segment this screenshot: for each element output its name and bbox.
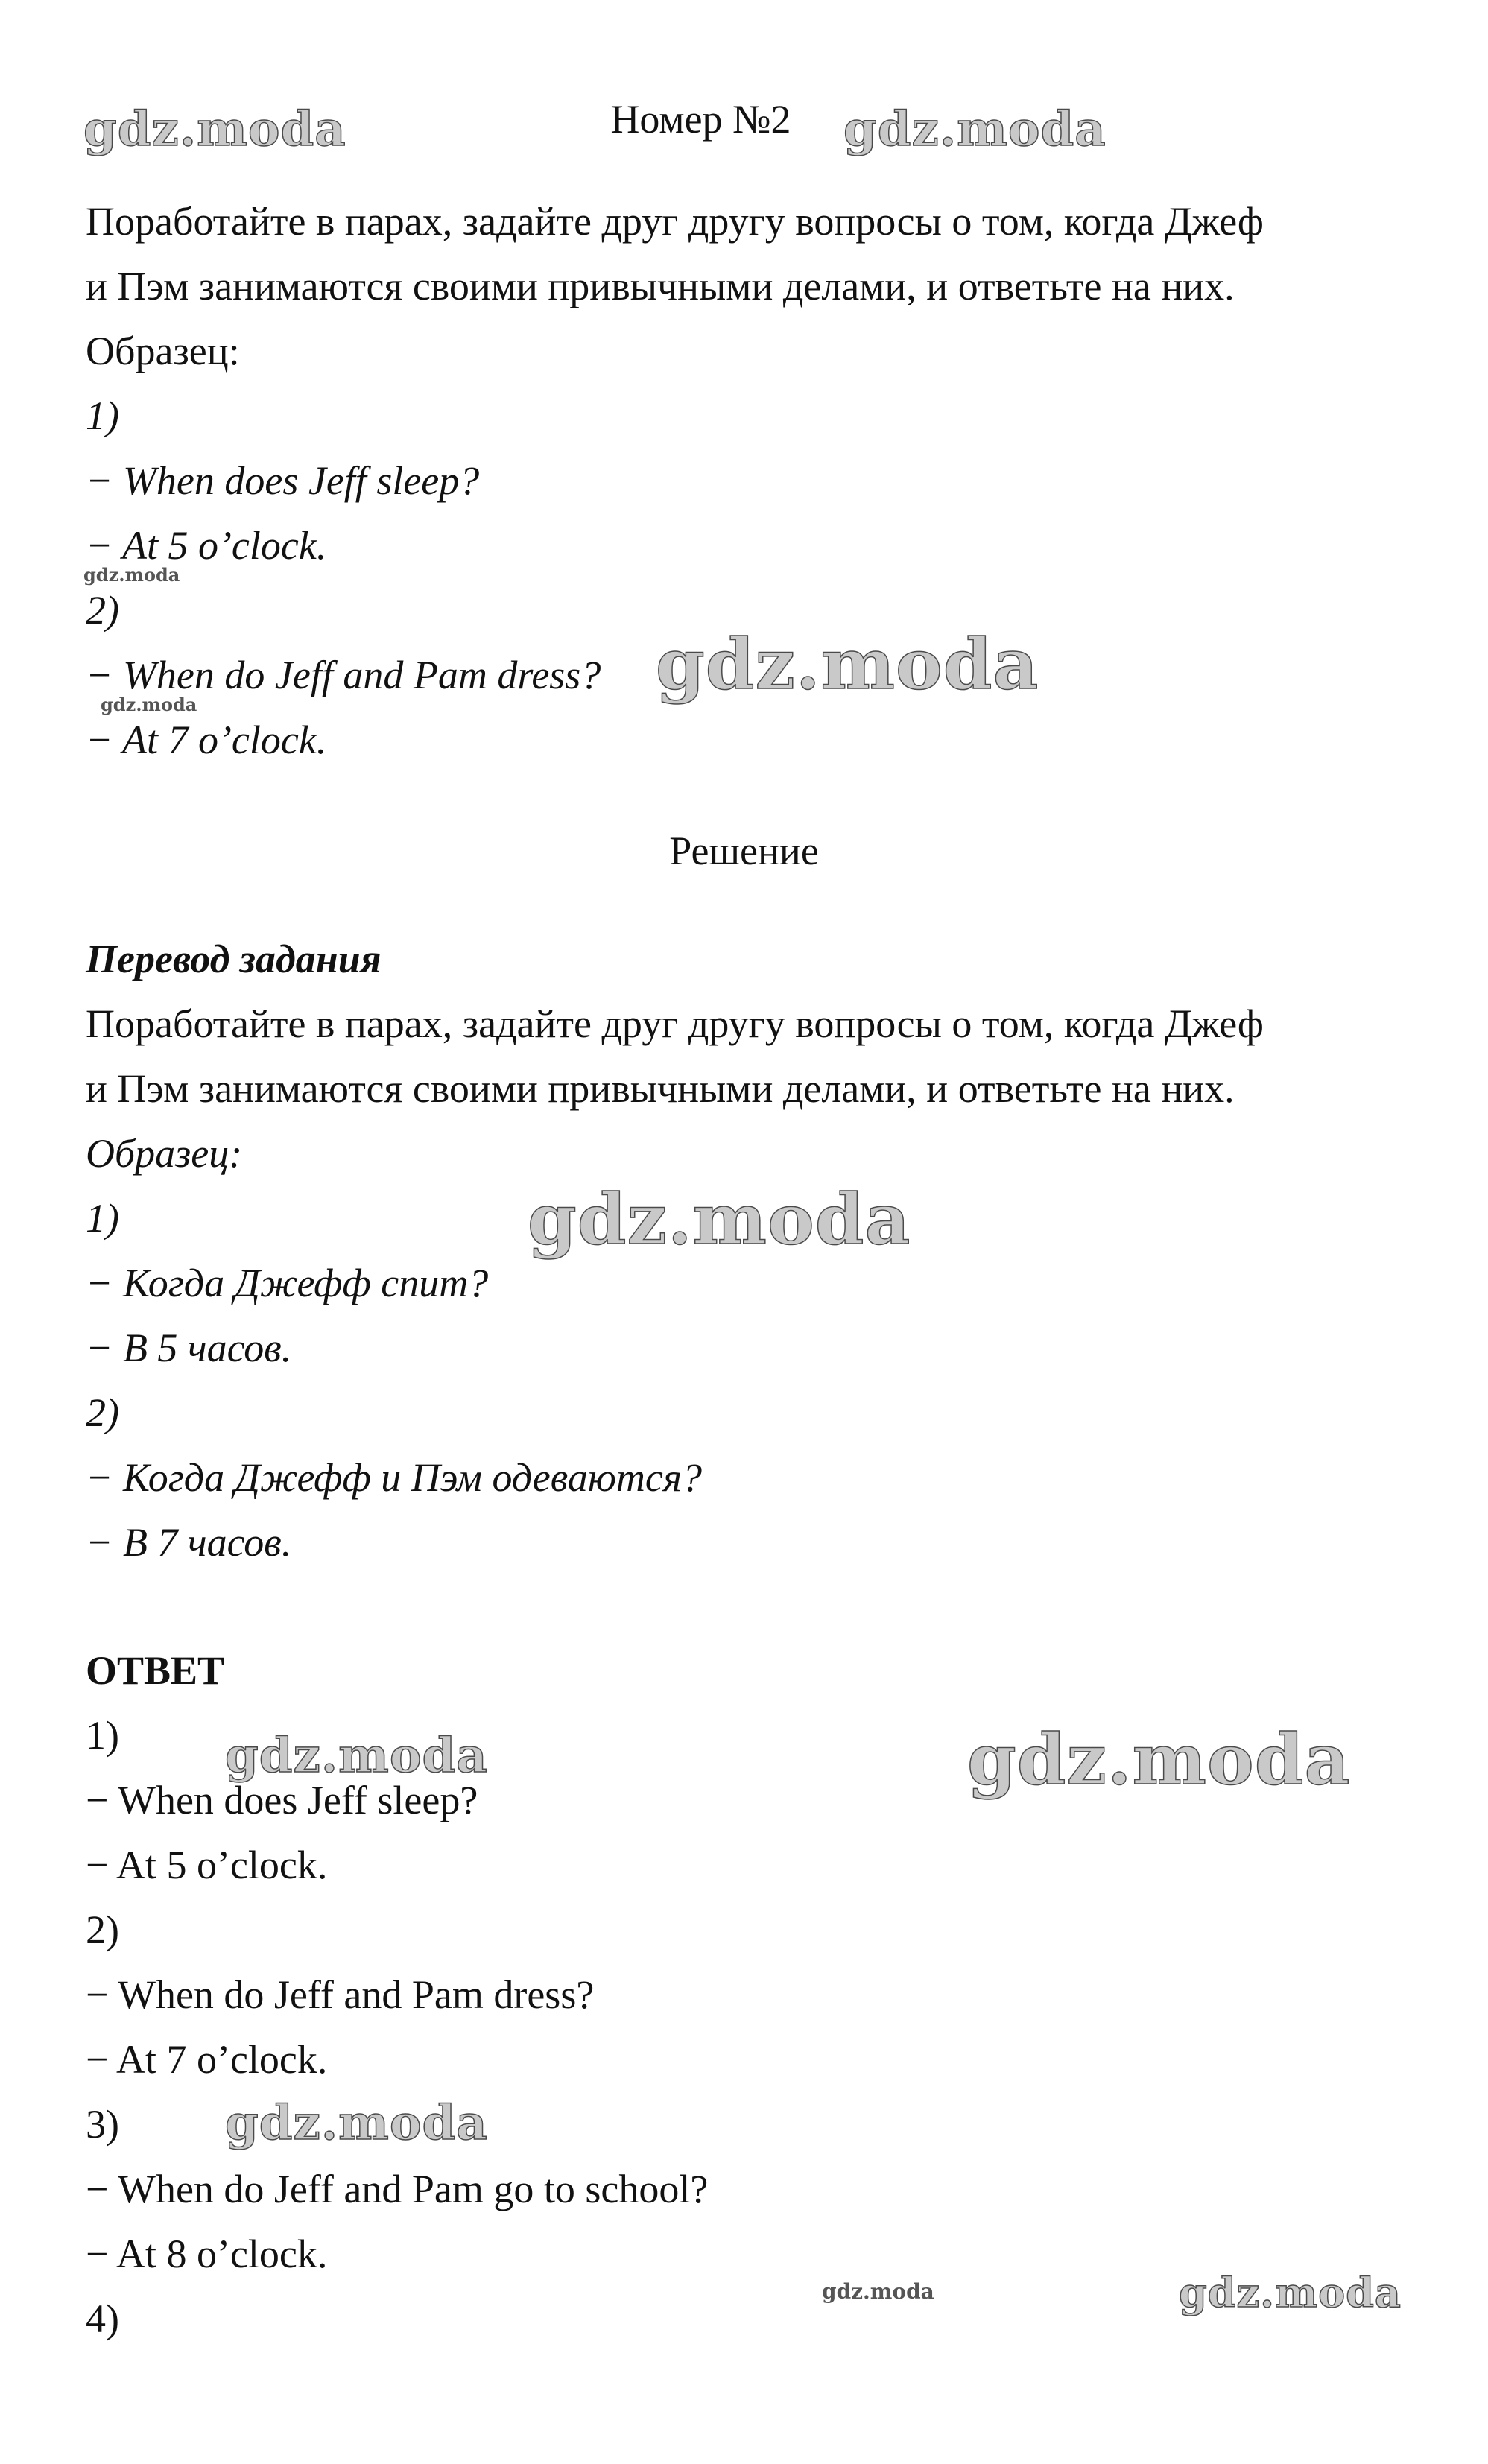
translation-paragraph-line-2: и Пэм занимаются своими привычными делами, и ответьте на них.: [86, 1066, 1235, 1111]
watermark-logo: gdz.moda: [528, 1179, 911, 1261]
translation-sample-label: Образец:: [86, 1131, 243, 1176]
watermark-logo: gdz.moda: [1179, 2269, 1402, 2316]
task-example-1-answer: − At 5 o’clock.: [86, 523, 327, 568]
answer-item-1-answer: − At 5 o’clock.: [86, 1843, 328, 1887]
task-example-2-question: − When do Jeff and Pam dress?: [86, 653, 601, 697]
answer-item-3-answer: − At 8 o’clock.: [86, 2232, 328, 2276]
answer-item-4-number: 4): [86, 2296, 119, 2341]
watermark-logo: gdz.moda: [83, 564, 180, 586]
task-example-1-number: 1): [86, 393, 119, 438]
translation-paragraph-line-1: Поработайте в парах, задайте друг другу вопросы о том, когда Джеф: [86, 1001, 1264, 1046]
translation-example-1-answer: − В 5 часов.: [86, 1326, 292, 1370]
answer-item-1-number: 1): [86, 1713, 119, 1758]
task-example-1-question: − When does Jeff sleep?: [86, 458, 480, 503]
task-sample-label: Образец:: [86, 329, 240, 373]
page-title: Номер №2: [610, 97, 791, 142]
translation-example-1-number: 1): [86, 1196, 119, 1241]
watermark-logo: gdz.moda: [225, 2095, 488, 2151]
task-paragraph-line-1: Поработайте в парах, задайте друг другу вопросы о том, когда Джеф: [86, 199, 1264, 244]
task-example-2-answer: − At 7 o’clock.: [86, 718, 327, 762]
task-paragraph-line-2: и Пэм занимаются своими привычными делами, и ответьте на них.: [86, 264, 1235, 308]
answer-item-2-number: 2): [86, 1907, 119, 1952]
answer-title: ОТВЕТ: [86, 1648, 225, 1693]
watermark-logo: gdz.moda: [656, 624, 1039, 706]
watermark-logo: gdz.moda: [101, 694, 197, 715]
answer-item-3-question: − When do Jeff and Pam go to school?: [86, 2167, 709, 2211]
watermark-logo: gdz.moda: [83, 101, 346, 157]
solution-heading: Решение: [669, 829, 819, 873]
answer-item-2-answer: − At 7 o’clock.: [86, 2037, 328, 2082]
translation-example-1-question: − Когда Джефф спит?: [86, 1261, 489, 1305]
answer-item-2-question: − When do Jeff and Pam dress?: [86, 1972, 595, 2017]
answer-item-3-number: 3): [86, 2102, 119, 2147]
watermark-logo: gdz.moda: [225, 1728, 488, 1784]
watermark-logo: gdz.moda: [822, 2279, 934, 2304]
translation-example-2-answer: − В 7 часов.: [86, 1520, 292, 1565]
translation-title: Перевод задания: [86, 937, 382, 981]
watermark-logo: gdz.moda: [843, 101, 1106, 157]
translation-example-2-question: − Когда Джефф и Пэм одеваются?: [86, 1455, 702, 1500]
answer-item-1-question: − When does Jeff sleep?: [86, 1778, 478, 1822]
task-example-2-number: 2): [86, 588, 119, 633]
watermark-logo: gdz.moda: [967, 1719, 1351, 1801]
translation-example-2-number: 2): [86, 1390, 119, 1435]
